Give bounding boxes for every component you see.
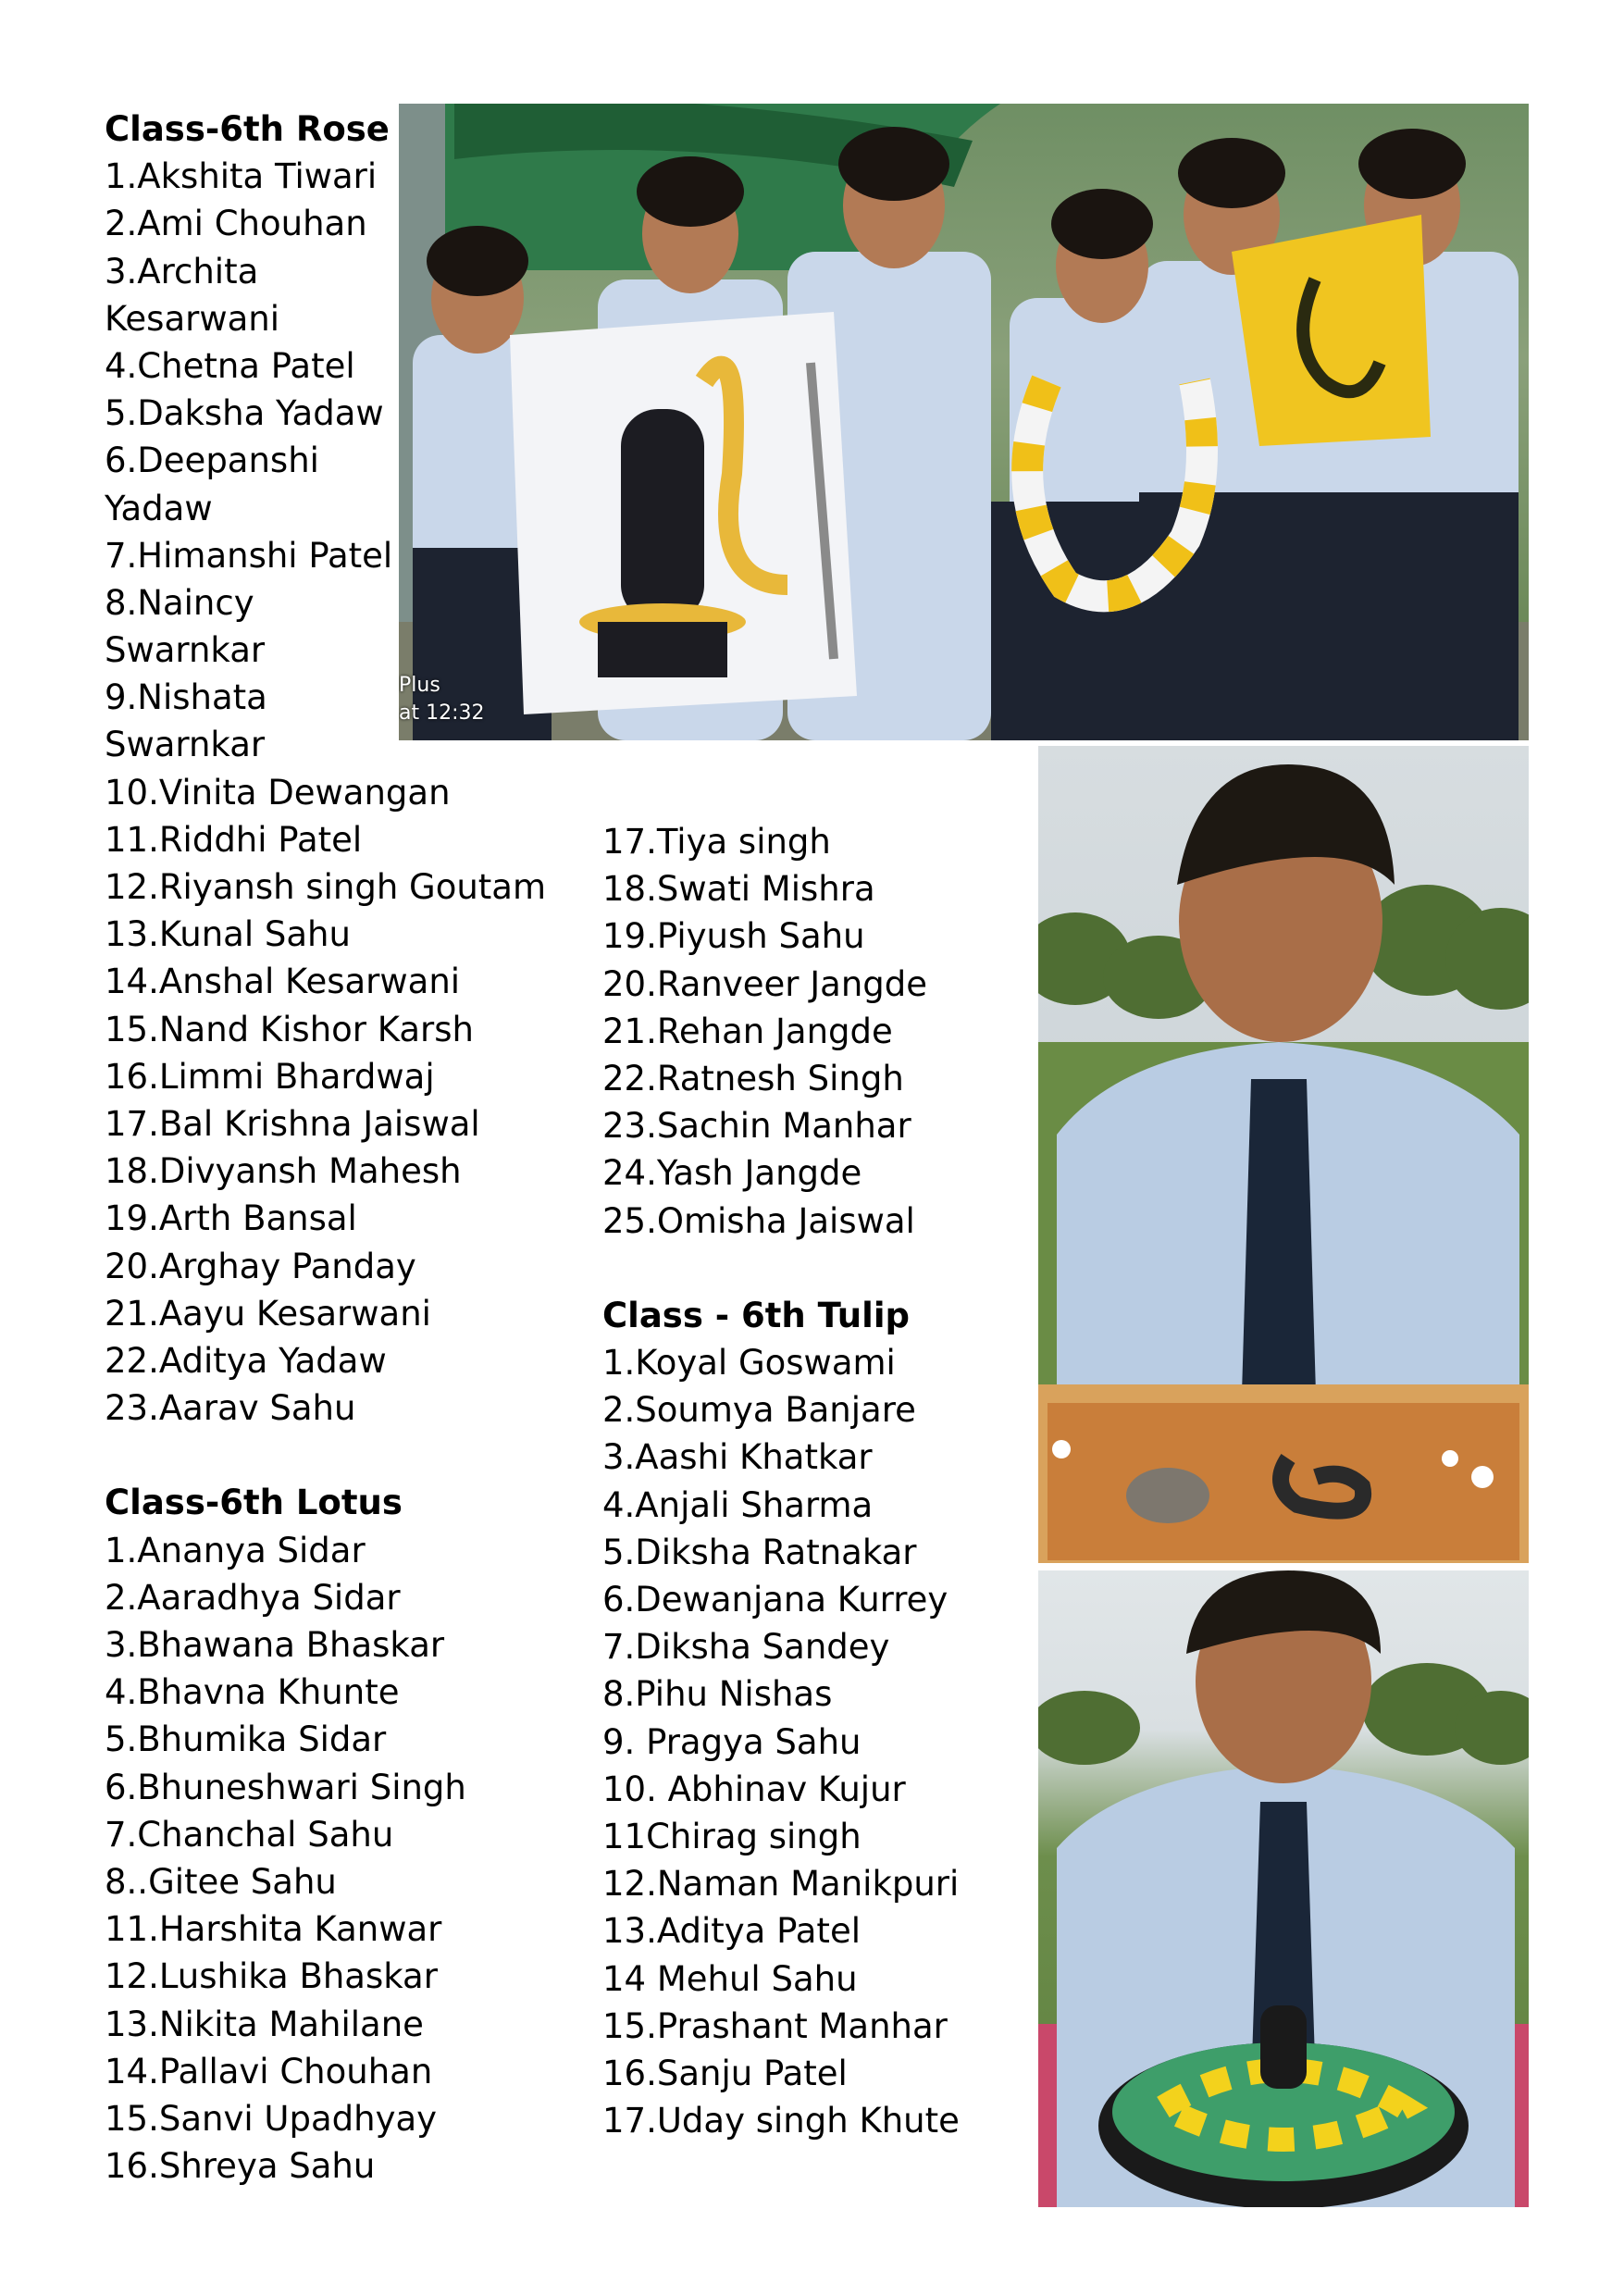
tulip-student-item: 4.Anjali Sharma	[602, 1484, 874, 1525]
tulip-student-item: 15.Prashant Manhar	[602, 2005, 948, 2046]
rose-student-item: 17.Bal Krishna Jaiswal	[105, 1103, 480, 1144]
group-photo	[399, 104, 1529, 740]
rose-continued-list	[602, 818, 1019, 1245]
lotus-student-item: 11.Harshita Kanwar	[105, 1909, 442, 1950]
lotus-student-item: 12.Lushika Bhaskar	[105, 1956, 438, 1997]
rose-student-item: 20.Arghay Panday	[105, 1246, 416, 1286]
rose-student-item-continued: 19.Piyush Sahu	[602, 916, 865, 957]
lotus-student-item: 4.Bhavna Khunte	[105, 1672, 400, 1713]
camera-overlay-label: Plus	[399, 674, 440, 697]
lotus-student-item: 1.Ananya Sidar	[105, 1530, 366, 1570]
tulip-student-item: 17.Uday singh Khute	[602, 2101, 960, 2141]
tulip-student-item: 12.Naman Manikpuri	[602, 1864, 960, 1905]
lotus-student-item: 3.Bhawana Bhaskar	[105, 1625, 445, 1665]
rose-student-item-continued: 22.Ratnesh Singh	[602, 1058, 904, 1098]
rose-heading: Class-6th Rose	[105, 109, 390, 149]
rose-student-item: Swarnkar	[105, 630, 266, 671]
rose-student-item: 1.Akshita Tiwari	[105, 156, 378, 197]
rose-student-item: 23.Aarav Sahu	[105, 1388, 356, 1429]
rose-student-item: 5.Daksha Yadaw	[105, 393, 384, 434]
rose-student-item-continued: 17.Tiya singh	[602, 822, 831, 862]
tulip-student-item: 14 Mehul Sahu	[602, 1958, 858, 1999]
lotus-student-item: 15.Sanvi Upadhyay	[105, 2098, 438, 2139]
tulip-student-item: 6.Dewanjana Kurrey	[602, 1580, 948, 1620]
tulip-student-item: 1.Koyal Goswami	[602, 1343, 896, 1384]
rose-student-item: 2.Ami Chouhan	[105, 204, 367, 244]
tulip-student-item: 3.Aashi Khatkar	[602, 1437, 873, 1478]
lotus-student-item: 16.Shreya Sahu	[105, 2146, 376, 2187]
rose-student-item: 13.Kunal Sahu	[105, 914, 351, 955]
rose-student-item: 15.Nand Kishor Karsh	[105, 1009, 474, 1049]
rose-student-item: 7.Himanshi Patel	[105, 535, 393, 576]
rose-student-item: 9.Nishata	[105, 677, 267, 718]
rose-student-item: 6.Deepanshi	[105, 441, 319, 481]
column-middle	[602, 818, 1019, 2144]
rose-student-item-continued: 24.Yash Jangde	[602, 1153, 862, 1194]
lotus-student-item: 2.Aaradhya Sidar	[105, 1577, 401, 1618]
rose-student-item: 19.Arth Bansal	[105, 1198, 357, 1239]
rose-student-item: 3.Archita	[105, 251, 259, 292]
lotus-student-item: 13.Nikita Mahilane	[105, 2004, 424, 2044]
tulip-student-item: 16.Sanju Patel	[602, 2053, 848, 2093]
lotus-list	[105, 1527, 466, 2191]
tulip-student-item: 8.Pihu Nishas	[602, 1674, 833, 1715]
rose-student-item: 10.Vinita Dewangan	[105, 772, 451, 813]
tulip-heading: Class - 6th Tulip	[602, 1295, 910, 1335]
lotus-heading: Class-6th Lotus	[105, 1483, 403, 1523]
rose-student-item: Yadaw	[105, 488, 213, 528]
camera-overlay-time: at 12:32	[399, 701, 485, 725]
rose-student-item-continued: 21.Rehan Jangde	[602, 1011, 893, 1051]
tulip-student-item: 7.Diksha Sandey	[602, 1627, 890, 1668]
tulip-list	[602, 1339, 1019, 2144]
lotus-student-item: 5.Bhumika Sidar	[105, 1719, 387, 1760]
tulip-student-item: 13.Aditya Patel	[602, 1911, 861, 1952]
boy-photo-2	[1038, 1570, 1529, 2207]
lotus-student-item: 7.Chanchal Sahu	[105, 1814, 394, 1855]
rose-student-item: 22.Aditya Yadaw	[105, 1340, 387, 1381]
rose-student-item: Swarnkar	[105, 725, 266, 765]
rose-student-item: 12.Riyansh singh Goutam	[105, 867, 547, 907]
tulip-student-item: 9. Pragya Sahu	[602, 1721, 862, 1762]
rose-student-item-continued: 25.Omisha Jaiswal	[602, 1200, 915, 1241]
rose-student-item-continued: 20.Ranveer Jangde	[602, 963, 928, 1004]
rose-student-item: 11.Riddhi Patel	[105, 819, 363, 860]
tulip-student-item: 11Chirag singh	[602, 1816, 862, 1856]
lotus-student-item: 14.Pallavi Chouhan	[105, 2051, 433, 2091]
rose-student-item-continued: 23.Sachin Manhar	[602, 1106, 911, 1147]
rose-student-item-continued: 18.Swati Mishra	[602, 869, 875, 910]
rose-student-item: 21.Aayu Kesarwani	[105, 1293, 431, 1334]
boy-photo-1	[1038, 746, 1529, 1563]
lotus-student-item: 8..Gitee Sahu	[105, 1861, 337, 1902]
rose-student-item: 8.Naincy	[105, 582, 254, 623]
tulip-student-item: 10. Abhinav Kujur	[602, 1769, 906, 1809]
lotus-student-item: 6.Bhuneshwari Singh	[105, 1767, 466, 1807]
rose-student-item: Kesarwani	[105, 298, 280, 339]
tulip-student-item: 5.Diksha Ratnakar	[602, 1532, 917, 1572]
rose-student-item: 4.Chetna Patel	[105, 345, 355, 386]
rose-student-item: 16.Limmi Bhardwaj	[105, 1056, 435, 1097]
rose-student-item: 14.Anshal Kesarwani	[105, 962, 461, 1002]
tulip-student-item: 2.Soumya Banjare	[602, 1390, 916, 1431]
rose-student-item: 18.Divyansh Mahesh	[105, 1151, 462, 1192]
